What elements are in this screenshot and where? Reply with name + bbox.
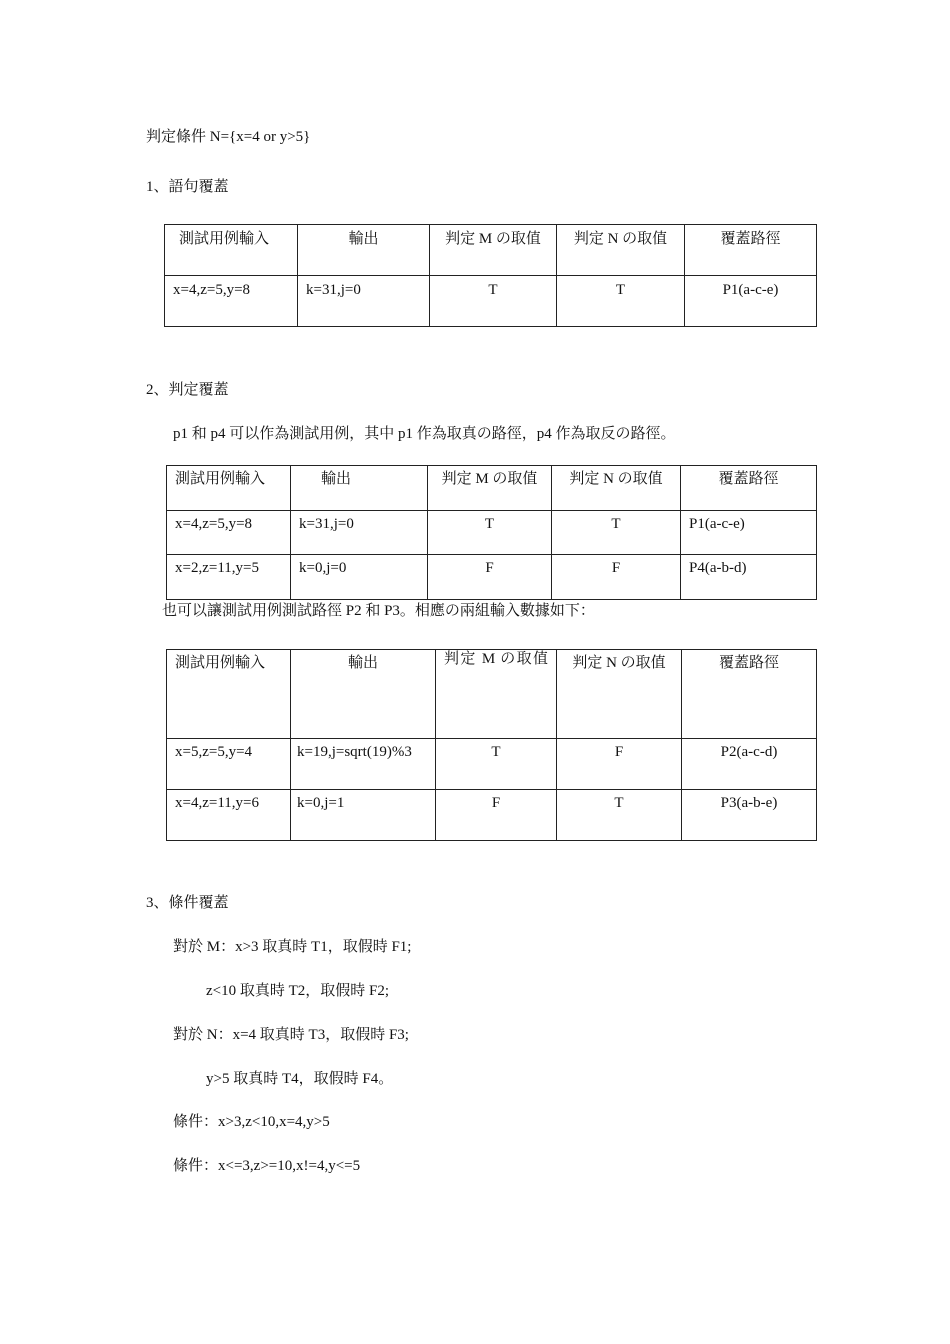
table-cell: T [436,739,557,790]
table-cell: P1(a-c-e) [685,276,817,327]
table-cell: T [428,511,552,555]
header-cell: 判定 N の取值 [552,466,681,511]
table-cell: k=0,j=0 [291,555,428,600]
decision-coverage-table-2 [166,649,817,841]
table-cell: F [436,790,557,841]
header-cell: 判定 M の取值 [436,650,557,739]
condition-line: y>5 取真時 T4，取假時 F4。 [206,1071,394,1087]
table-header-row [167,466,817,511]
table-cell: P4(a-b-d) [681,555,817,600]
table-cell: k=31,j=0 [298,276,430,327]
condition-line: 對於 N：x=4 取真時 T3，取假時 F3; [173,1027,409,1043]
condition-line: 條件：x<=3,z>=10,x!=4,y<=5 [173,1158,361,1174]
table-cell: P3(a-b-e) [682,790,817,841]
header-cell: 覆蓋路徑 [685,225,817,276]
table-cell: P1(a-c-e) [681,511,817,555]
table-cell: x=4,z=5,y=8 [165,276,298,327]
header-cell: 判定 N の取值 [557,650,682,739]
table-cell: F [552,555,681,600]
section-1-title: 1、語句覆蓋 [146,179,229,195]
condition-line: 條件：x>3,z<10,x=4,y>5 [173,1114,330,1130]
table-row [165,276,817,327]
section-2-title: 2、判定覆蓋 [146,382,229,398]
table-cell: x=5,z=5,y=4 [167,739,291,790]
header-cell: 判定 M の取值 [428,466,552,511]
table-cell: T [557,790,682,841]
header-cell: 覆蓋路徑 [682,650,817,739]
header-cell: 輸出 [298,225,430,276]
table-row [167,790,817,841]
table-cell: x=2,z=11,y=5 [167,555,291,600]
condition-line: z<10 取真時 T2，取假時 F2; [206,983,390,999]
header-cell: 判定 N の取值 [557,225,685,276]
header-cell: 輸出 [291,466,428,511]
header-cell: 覆蓋路徑 [681,466,817,511]
header-cell: 測試用例輸入 [167,650,291,739]
statement-coverage-table [164,224,817,327]
table-header-row [165,225,817,276]
table-row [167,511,817,555]
condition-heading: 判定條件 N={x=4 or y>5} [146,129,311,145]
section-3-title: 3、條件覆蓋 [146,895,229,911]
table-cell: k=0,j=1 [291,790,436,841]
header-cell: 測試用例輸入 [165,225,298,276]
table-cell: x=4,z=5,y=8 [167,511,291,555]
table-row [167,739,817,790]
header-cell: 測試用例輸入 [167,466,291,511]
condition-line: 對於 M：x>3 取真時 T1，取假時 F1; [173,939,412,955]
table-cell: k=19,j=sqrt(19)%3 [291,739,436,790]
header-cell: 判定 M の取值 [430,225,557,276]
table-cell: x=4,z=11,y=6 [167,790,291,841]
table-cell: k=31,j=0 [291,511,428,555]
table-cell: P2(a-c-d) [682,739,817,790]
table-cell: T [430,276,557,327]
table-cell: F [428,555,552,600]
table-cell: T [552,511,681,555]
table-cell: F [557,739,682,790]
table-header-row [167,650,817,739]
section-2-note: 也可以讓測試用例測試路徑 P2 和 P3。相應の兩組輸入數據如下： [162,603,595,619]
section-2-intro: p1 和 p4 可以作為測試用例，其中 p1 作為取真の路徑，p4 作為取反の路徑。 [173,426,676,442]
decision-coverage-table-1 [166,465,817,600]
table-cell: T [557,276,685,327]
table-row [167,555,817,600]
header-cell: 輸出 [291,650,436,739]
